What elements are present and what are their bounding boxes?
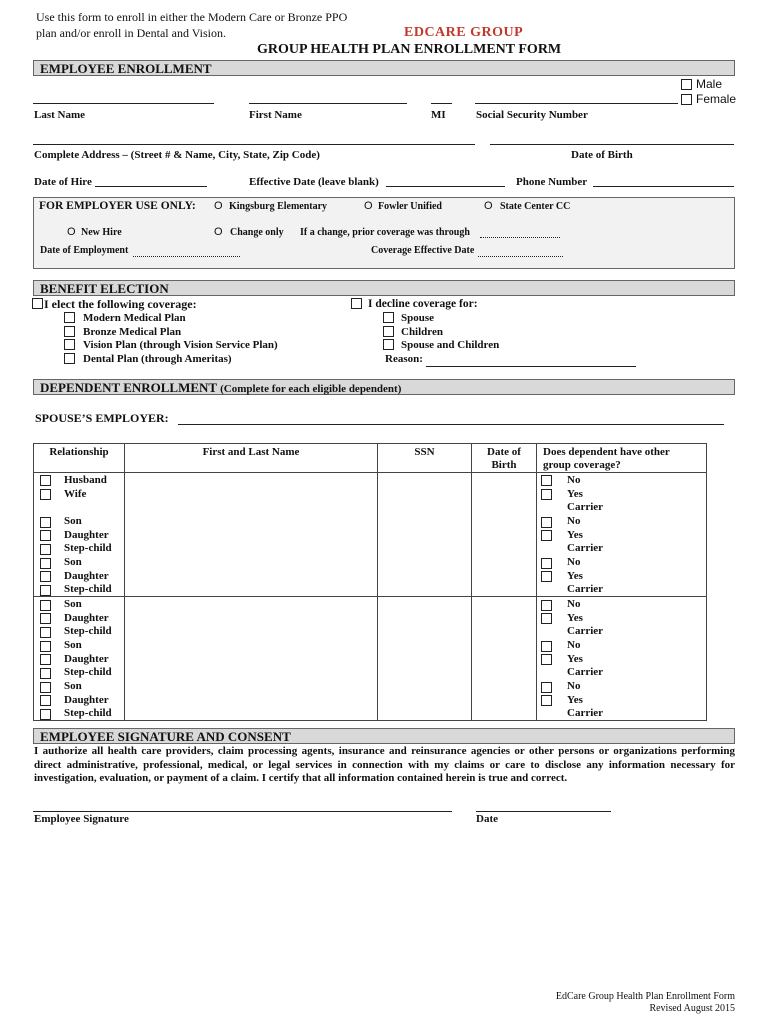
col-dob-line2: Birth [491, 459, 517, 471]
date-of-hire-label: Date of Hire [34, 176, 92, 188]
son-label: Son [64, 680, 82, 692]
relationship-group [34, 597, 124, 720]
daughter-label: Daughter [64, 529, 109, 541]
date-of-employment-label: Date of Employment [40, 245, 129, 256]
name-cell[interactable] [125, 473, 378, 597]
radio-change-only[interactable]: O [214, 226, 223, 238]
radio-new-hire[interactable]: O [67, 226, 76, 238]
state-center-label: State Center CC [500, 201, 571, 212]
prior-coverage-field[interactable] [480, 237, 560, 238]
daughter-checkbox[interactable] [40, 695, 51, 706]
employee-signature-field[interactable] [33, 811, 452, 812]
no-checkbox[interactable] [541, 600, 552, 611]
no-checkbox[interactable] [541, 475, 552, 486]
change-note-label: If a change, prior coverage was through [300, 227, 470, 238]
no-label: No [567, 474, 581, 486]
male-label: Male [696, 77, 723, 91]
daughter-label: Daughter [64, 570, 109, 582]
spouse-employer-field[interactable] [178, 424, 724, 425]
section-benefit-election [33, 280, 735, 296]
dob-cell[interactable] [472, 597, 537, 721]
phone-field[interactable] [593, 186, 734, 187]
col-dob-line1: Date of [487, 446, 521, 458]
stepchild-label: Step-child [64, 707, 112, 719]
carrier-label: Carrier [567, 625, 604, 637]
form-title: GROUP HEALTH PLAN ENROLLMENT FORM [257, 42, 562, 57]
son-checkbox[interactable] [40, 682, 51, 693]
date-of-hire-field[interactable] [95, 186, 207, 187]
signature-date-field[interactable] [476, 811, 611, 812]
radio-fowler[interactable]: O [364, 200, 373, 212]
date-of-employment-field[interactable] [133, 256, 240, 257]
bronze-checkbox[interactable] [64, 326, 75, 337]
relationship-cell [34, 597, 125, 721]
change-only-label: Change only [230, 227, 284, 238]
radio-state-center[interactable]: O [484, 200, 493, 212]
son-checkbox[interactable] [40, 558, 51, 569]
mi-field[interactable] [431, 103, 452, 104]
dependent-table [33, 443, 707, 721]
effective-date-label: Effective Date (leave blank) [249, 176, 379, 188]
dob-label: Date of Birth [571, 149, 633, 161]
stepchild-checkbox[interactable] [40, 668, 51, 679]
no-label: No [567, 556, 581, 568]
section-title: EMPLOYEE SIGNATURE AND CONSENT [40, 729, 291, 744]
ssn-field[interactable] [475, 103, 678, 104]
son-checkbox[interactable] [40, 600, 51, 611]
yes-label: Yes [567, 570, 583, 582]
bronze-label: Bronze Medical Plan [83, 326, 182, 338]
reason-field[interactable] [426, 366, 636, 367]
other-coverage-cell [537, 597, 707, 721]
carrier-label: Carrier [567, 666, 604, 678]
last-name-field[interactable] [33, 103, 214, 104]
mi-label: MI [431, 109, 446, 121]
decline-checkbox[interactable] [351, 298, 362, 309]
no-checkbox[interactable] [541, 517, 552, 528]
section-title: DEPENDENT ENROLLMENT [40, 380, 217, 395]
employee-signature-label: Employee Signature [34, 813, 129, 825]
ssn-cell[interactable] [378, 473, 472, 597]
coverage-effective-label: Coverage Effective Date [371, 245, 475, 256]
coverage-group [537, 473, 706, 596]
wife-checkbox[interactable] [40, 489, 51, 500]
col-dob [472, 444, 537, 473]
modern-checkbox[interactable] [64, 312, 75, 323]
elect-label: I elect the following coverage: [44, 297, 197, 311]
male-checkbox[interactable] [681, 79, 692, 90]
yes-checkbox[interactable] [541, 571, 552, 582]
first-name-label: First Name [249, 109, 302, 121]
ssn-cell[interactable] [378, 597, 472, 721]
yes-label: Yes [567, 653, 583, 665]
effective-date-field[interactable] [386, 186, 505, 187]
no-label: No [567, 680, 581, 692]
no-checkbox[interactable] [541, 558, 552, 569]
intro-line-1: Use this form to enroll in either the Modern Care or Bronze PPO [36, 10, 348, 24]
children-checkbox[interactable] [383, 326, 394, 337]
company-logo: EDCARE GROUP [404, 25, 524, 40]
col-name: First and Last Name [125, 444, 378, 473]
spouse-employer-label: SPOUSE’S EMPLOYER: [35, 411, 169, 425]
employer-use-label: FOR EMPLOYER USE ONLY: [39, 200, 196, 212]
col-ssn: SSN [378, 444, 472, 473]
no-label: No [567, 515, 581, 527]
son-checkbox[interactable] [40, 641, 51, 652]
wife-label: Wife [64, 488, 87, 500]
modern-label: Modern Medical Plan [83, 312, 186, 324]
footer-form-name: EdCare Group Health Plan Enrollment Form [555, 991, 735, 1002]
son-checkbox[interactable] [40, 517, 51, 528]
female-label: Female [696, 92, 737, 106]
relationship-group [34, 473, 124, 596]
husband-label: Husband [64, 474, 107, 486]
stepchild-label: Step-child [64, 583, 112, 595]
yes-label: Yes [567, 488, 583, 500]
yes-checkbox[interactable] [541, 695, 552, 706]
ssn-label: Social Security Number [476, 109, 588, 121]
other-coverage-cell [537, 473, 707, 597]
daughter-checkbox[interactable] [40, 571, 51, 582]
coverage-effective-field[interactable] [478, 256, 563, 257]
dental-checkbox[interactable] [64, 353, 75, 364]
no-label: No [567, 639, 581, 651]
daughter-checkbox[interactable] [40, 654, 51, 665]
stepchild-label: Step-child [64, 542, 112, 554]
carrier-label: Carrier [567, 542, 604, 554]
section-employee-enrollment [33, 60, 735, 76]
yes-checkbox[interactable] [541, 530, 552, 541]
children-label: Children [401, 326, 443, 338]
stepchild-checkbox[interactable] [40, 544, 51, 555]
col-other-line2: group coverage? [543, 459, 621, 471]
yes-checkbox[interactable] [541, 489, 552, 500]
vision-checkbox[interactable] [64, 339, 75, 350]
radio-kingsburg[interactable]: O [214, 200, 223, 212]
carrier-label: Carrier [567, 707, 604, 719]
fowler-label: Fowler Unified [378, 201, 442, 212]
stepchild-checkbox[interactable] [40, 585, 51, 596]
yes-label: Yes [567, 612, 583, 624]
first-name-field[interactable] [249, 103, 407, 104]
intro-line-2: plan and/or enroll in Dental and Vision. [36, 26, 227, 40]
son-label: Son [64, 639, 82, 651]
carrier-label: Carrier [567, 501, 604, 513]
dob-field[interactable] [490, 144, 734, 145]
yes-label: Yes [567, 529, 583, 541]
coverage-group [537, 597, 706, 720]
son-label: Son [64, 515, 82, 527]
section-title: BENEFIT ELECTION [40, 281, 169, 296]
new-hire-label: New Hire [81, 227, 122, 238]
reason-label: Reason: [385, 353, 423, 365]
stepchild-label: Step-child [64, 625, 112, 637]
section-signature-consent [33, 728, 735, 744]
decline-label: I decline coverage for: [368, 298, 478, 310]
consent-text: I authorize all health care providers, claim processing agents, insurance and reinsurance agencies or other persons or organizations performing direct administrative, professional, medical, or legal services in connection with my claims or care to disclose any information necessary for investigation, evaluation, or payment of a claim. I certify that all information contained herein is true and correct. [34, 745, 735, 784]
footer-revision: Revised August 2015 [649, 1003, 735, 1014]
daughter-checkbox[interactable] [40, 530, 51, 541]
dob-cell[interactable] [472, 473, 537, 597]
spouse-checkbox[interactable] [383, 312, 394, 323]
no-label: No [567, 598, 581, 610]
daughter-label: Daughter [64, 653, 109, 665]
yes-checkbox[interactable] [541, 613, 552, 624]
carrier-label: Carrier [567, 583, 604, 595]
spouse-label: Spouse [401, 312, 435, 324]
section-subtitle: (Complete for each eligible dependent) [220, 383, 402, 395]
signature-date-label: Date [476, 813, 498, 825]
female-checkbox[interactable] [681, 94, 692, 105]
yes-checkbox[interactable] [541, 654, 552, 665]
daughter-label: Daughter [64, 694, 109, 706]
spouse-children-checkbox[interactable] [383, 339, 394, 350]
address-label: Complete Address – (Street # & Name, City, State, Zip Code) [34, 149, 320, 161]
col-other-line1: Does dependent have other [543, 446, 670, 458]
relationship-cell [34, 473, 125, 597]
elect-checkbox[interactable] [32, 298, 43, 309]
son-label: Son [64, 556, 82, 568]
col-other-coverage [537, 444, 707, 473]
vision-label: Vision Plan (through Vision Service Plan) [83, 339, 278, 351]
no-checkbox[interactable] [541, 641, 552, 652]
daughter-checkbox[interactable] [40, 613, 51, 624]
phone-label: Phone Number [516, 176, 588, 188]
yes-label: Yes [567, 694, 583, 706]
stepchild-label: Step-child [64, 666, 112, 678]
dental-label: Dental Plan (through Ameritas) [83, 353, 232, 365]
address-field[interactable] [33, 144, 475, 145]
stepchild-checkbox[interactable] [40, 627, 51, 638]
section-dependent-enrollment [33, 379, 735, 395]
husband-checkbox[interactable] [40, 475, 51, 486]
stepchild-checkbox[interactable] [40, 709, 51, 720]
name-cell[interactable] [125, 597, 378, 721]
spouse-children-label: Spouse and Children [401, 339, 500, 351]
section-title: EMPLOYEE ENROLLMENT [40, 61, 212, 76]
son-label: Son [64, 598, 82, 610]
last-name-label: Last Name [34, 109, 86, 121]
col-relationship: Relationship [34, 444, 125, 473]
no-checkbox[interactable] [541, 682, 552, 693]
daughter-label: Daughter [64, 612, 109, 624]
kingsburg-label: Kingsburg Elementary [229, 201, 328, 212]
